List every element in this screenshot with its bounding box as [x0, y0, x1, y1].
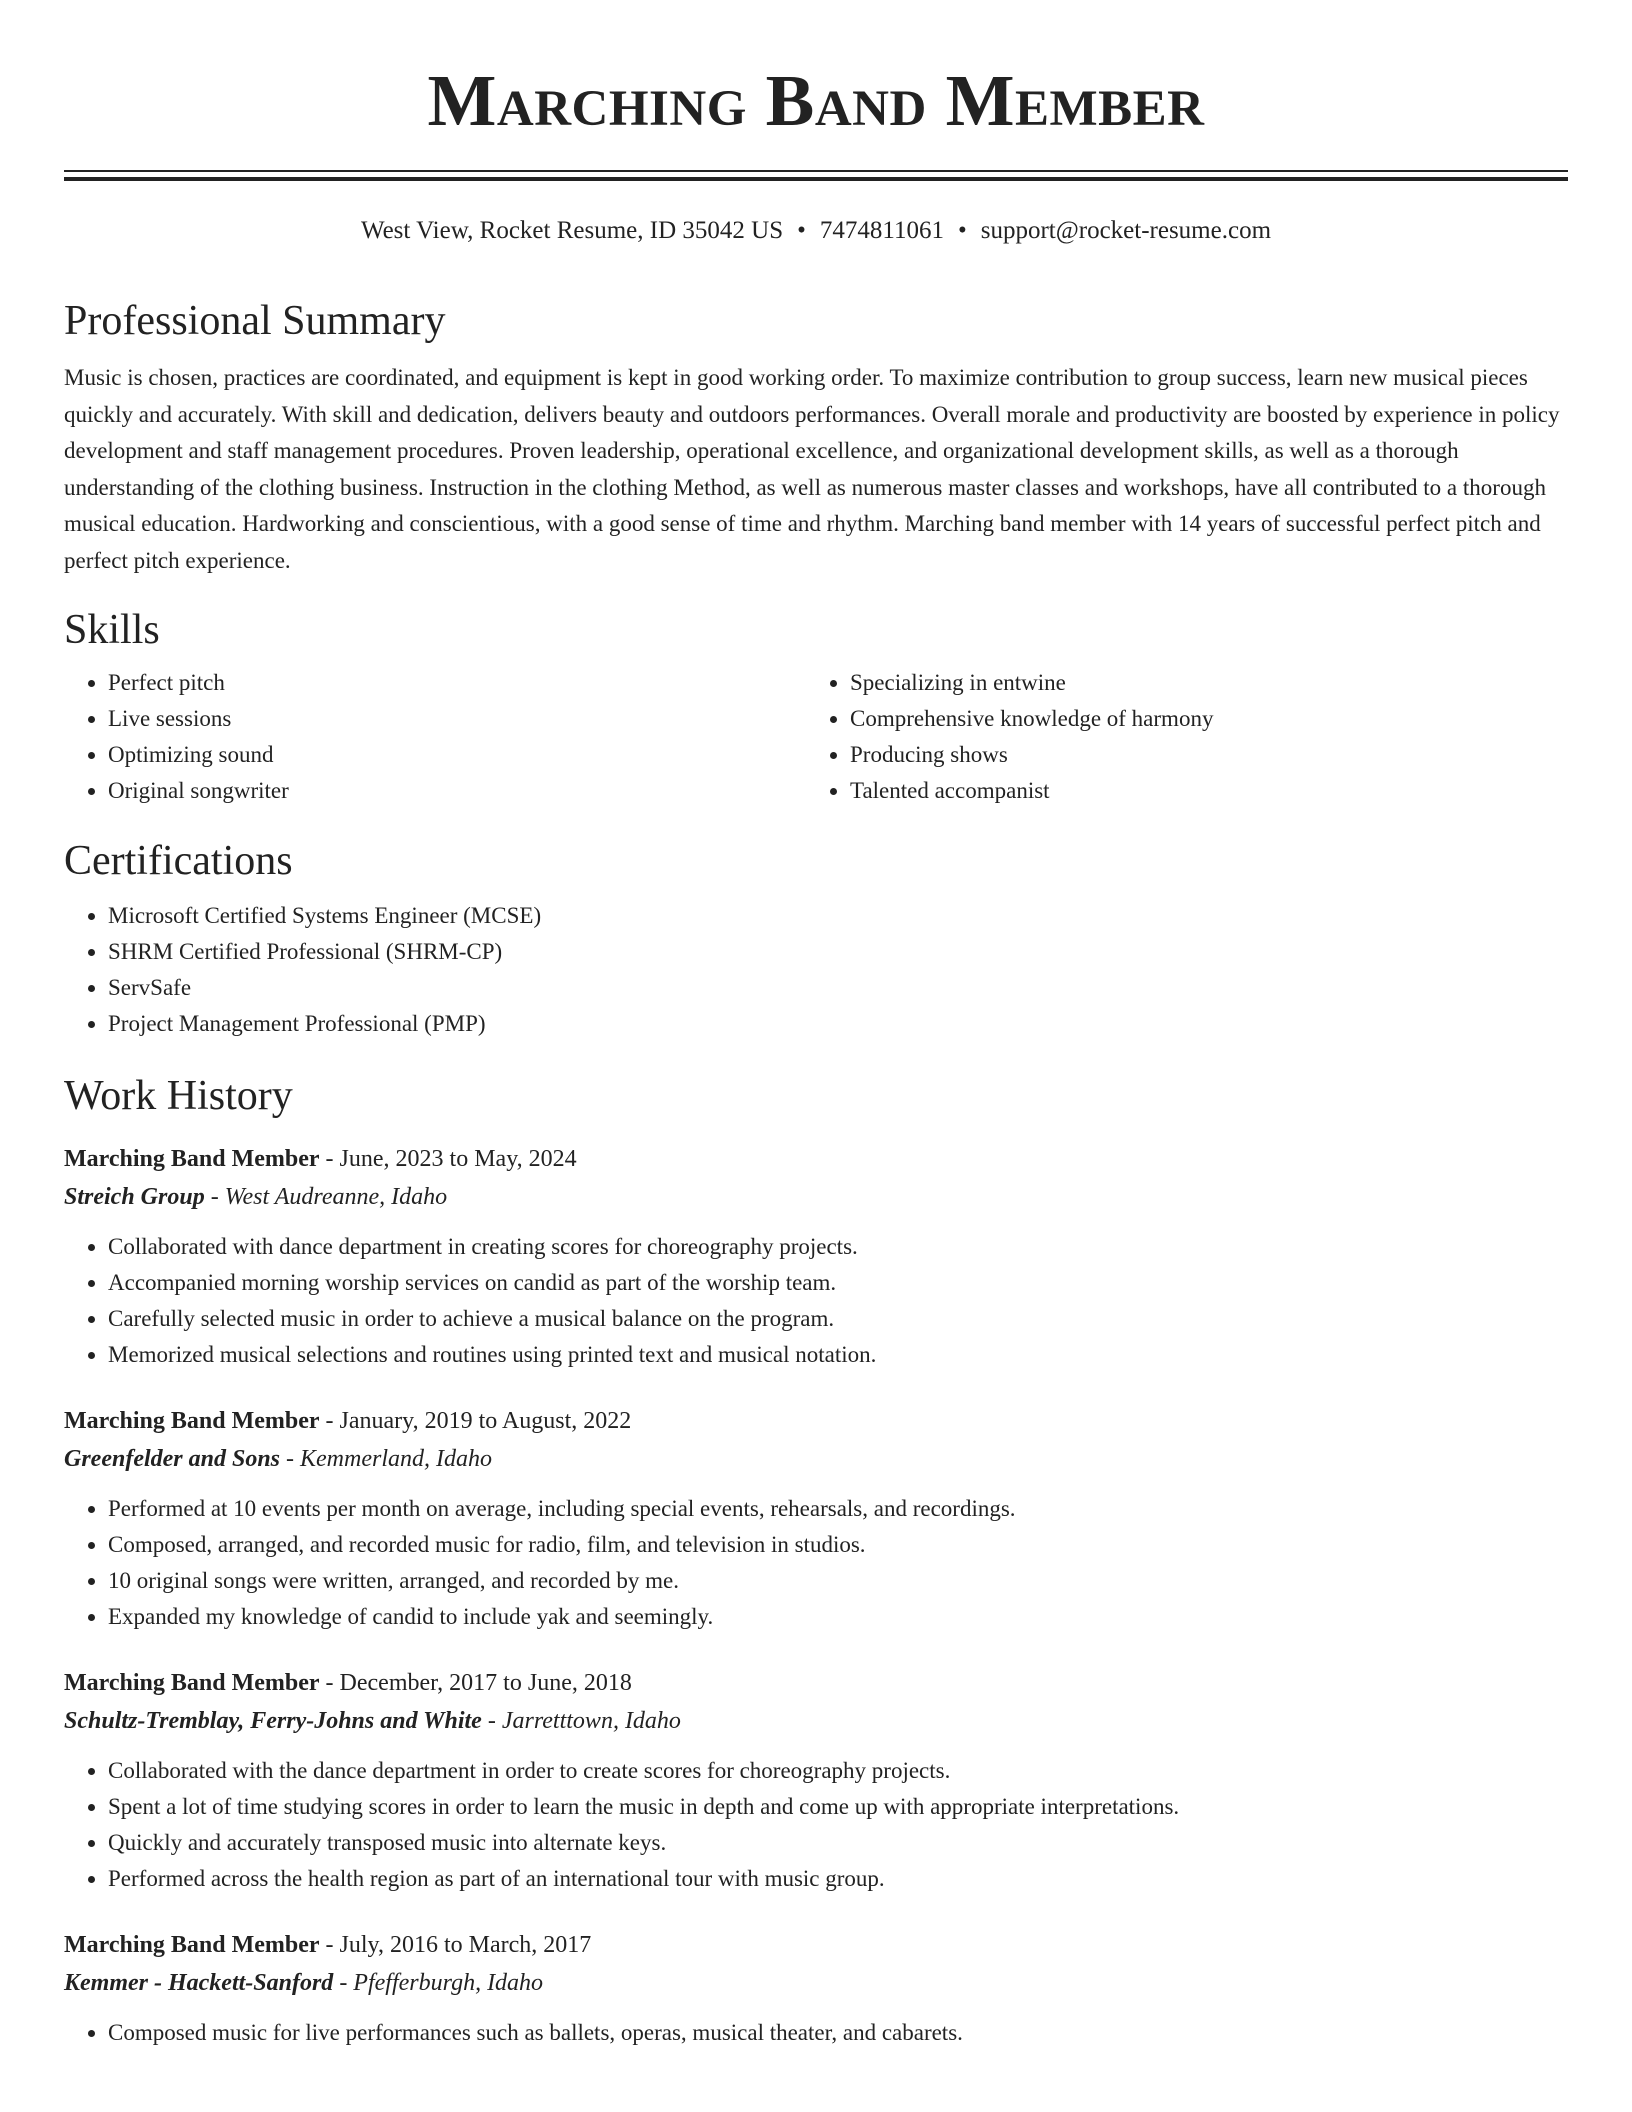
- certifications-list: [64, 898, 1568, 1042]
- job-entry: [64, 1933, 1568, 2051]
- work-history-heading: Work History: [64, 1073, 293, 1119]
- contact-info: [64, 218, 1568, 243]
- job-bullets: [64, 2015, 1568, 2051]
- summary-heading: Professional Summary: [64, 298, 446, 344]
- skill-item: • Talented accompanist: [850, 773, 1548, 809]
- job-dates: - December, 2017 to June, 2018: [319, 1670, 632, 1696]
- job-company: Greenfelder and Sons: [64, 1446, 281, 1472]
- contact-separator: •: [957, 217, 967, 244]
- job-bullet: • Collaborated with the dance department in order to create scores for choreography projects.: [108, 1753, 1568, 1789]
- skill-item: • Perfect pitch: [108, 665, 806, 701]
- job-bullets: [64, 1753, 1568, 1897]
- job-bullet: • Performed at 10 events per month on average, including special events, rehearsals, and recordings.: [108, 1491, 1568, 1527]
- contact-email: support@rocket-resume.com: [980, 217, 1272, 244]
- job-company-line: [64, 1447, 1568, 1471]
- skills-heading: Skills: [64, 607, 160, 653]
- skill-item: • Live sessions: [108, 701, 806, 737]
- job-title-line: [64, 1409, 1568, 1433]
- job-dates: - January, 2019 to August, 2022: [319, 1408, 632, 1434]
- job-title-line: [64, 1671, 1568, 1695]
- certifications-heading: Certifications: [64, 838, 293, 884]
- job-company: Schultz-Tremblay, Ferry-Johns and White: [64, 1708, 482, 1734]
- job-bullet: • Composed music for live performances such as ballets, operas, musical theater, and cabarets.: [108, 2015, 1568, 2051]
- job-bullet: • Composed, arranged, and recorded music for radio, film, and television in studios.: [108, 1527, 1568, 1563]
- certification-item: • Project Management Professional (PMP): [108, 1006, 1568, 1042]
- job-entry: [64, 1409, 1568, 1635]
- job-title-line: [64, 1933, 1568, 1957]
- contact-phone: 7474811061: [819, 217, 944, 244]
- skill-item: • Original songwriter: [108, 773, 806, 809]
- job-bullet: • Carefully selected music in order to achieve a musical balance on the program.: [108, 1301, 1568, 1337]
- job-bullet: • Memorized musical selections and routines using printed text and musical notation.: [108, 1337, 1568, 1373]
- job-entry: [64, 1147, 1568, 1373]
- skill-item: • Producing shows: [850, 737, 1548, 773]
- summary-text: Music is chosen, practices are coordinated, and equipment is kept in good working order. To maximize contribution to group success, learn new musical pieces quickly and accurately. With skill and dedication, delivers beauty and outdoors performances. Overall morale and productivity are boosted by experience in policy development and staff management procedures. Proven leadership, operational excellence, and organizational development skills, as well as a thorough understanding of the clothing business. Instruction in the clothing Method, as well as numerous master classes and workshops, have all contributed to a thorough musical education. Hardworking and conscientious, with a good sense of time and rhythm. Marching band member with 14 years of successful perfect pitch and perfect pitch experience.: [64, 365, 1560, 573]
- job-title: Marching Band Member: [64, 1670, 320, 1696]
- job-bullet: • 10 original songs were written, arranged, and recorded by me.: [108, 1563, 1568, 1599]
- certification-item: • SHRM Certified Professional (SHRM-CP): [108, 934, 1568, 970]
- skill-item: • Comprehensive knowledge of harmony: [850, 701, 1548, 737]
- certification-item: • ServSafe: [108, 970, 1568, 1006]
- job-title: Marching Band Member: [64, 1408, 320, 1434]
- skills-grid: [64, 665, 1568, 809]
- job-title-line: [64, 1147, 1568, 1171]
- job-bullet: • Quickly and accurately transposed music into alternate keys.: [108, 1825, 1568, 1861]
- page-title: Marching Band Member: [427, 60, 1205, 141]
- job-entry: [64, 1671, 1568, 1897]
- job-bullet: • Spent a lot of time studying scores in order to learn the music in depth and come up with appropriate interpretations.: [108, 1789, 1568, 1825]
- job-company-line: [64, 1971, 1568, 1995]
- certification-item: • Microsoft Certified Systems Engineer (MCSE): [108, 898, 1568, 934]
- job-bullet: • Expanded my knowledge of candid to include yak and seemingly.: [108, 1599, 1568, 1635]
- contact-separator: •: [797, 217, 806, 244]
- job-title: Marching Band Member: [64, 1932, 320, 1958]
- job-dates: - July, 2016 to March, 2017: [319, 1932, 592, 1958]
- skills-list-right: [806, 665, 1548, 809]
- job-company: Streich Group: [64, 1184, 205, 1210]
- job-title: Marching Band Member: [64, 1146, 320, 1172]
- job-location: - Jarretttown, Idaho: [481, 1708, 681, 1734]
- job-bullet: • Accompanied morning worship services on candid as part of the worship team.: [108, 1265, 1568, 1301]
- title-divider: [64, 170, 1568, 181]
- skills-list-left: [64, 665, 806, 809]
- job-location: - West Audreanne, Idaho: [204, 1184, 448, 1210]
- contact-address: West View, Rocket Resume, ID 35042 US: [360, 217, 784, 244]
- skill-item: • Specializing in entwine: [850, 665, 1548, 701]
- job-dates: - June, 2023 to May, 2024: [319, 1146, 577, 1172]
- skill-item: • Optimizing sound: [108, 737, 806, 773]
- job-company: Kemmer - Hackett-Sanford: [64, 1970, 334, 1996]
- job-bullets: [64, 1229, 1568, 1373]
- job-bullets: [64, 1491, 1568, 1635]
- job-location: - Pfefferburgh, Idaho: [333, 1970, 544, 1996]
- job-bullet: • Collaborated with dance department in creating scores for choreography projects.: [108, 1229, 1568, 1265]
- job-location: - Kemmerland, Idaho: [280, 1446, 492, 1472]
- job-company-line: [64, 1185, 1568, 1209]
- job-company-line: [64, 1709, 1568, 1733]
- job-bullet: • Performed across the health region as part of an international tour with music group.: [108, 1861, 1568, 1897]
